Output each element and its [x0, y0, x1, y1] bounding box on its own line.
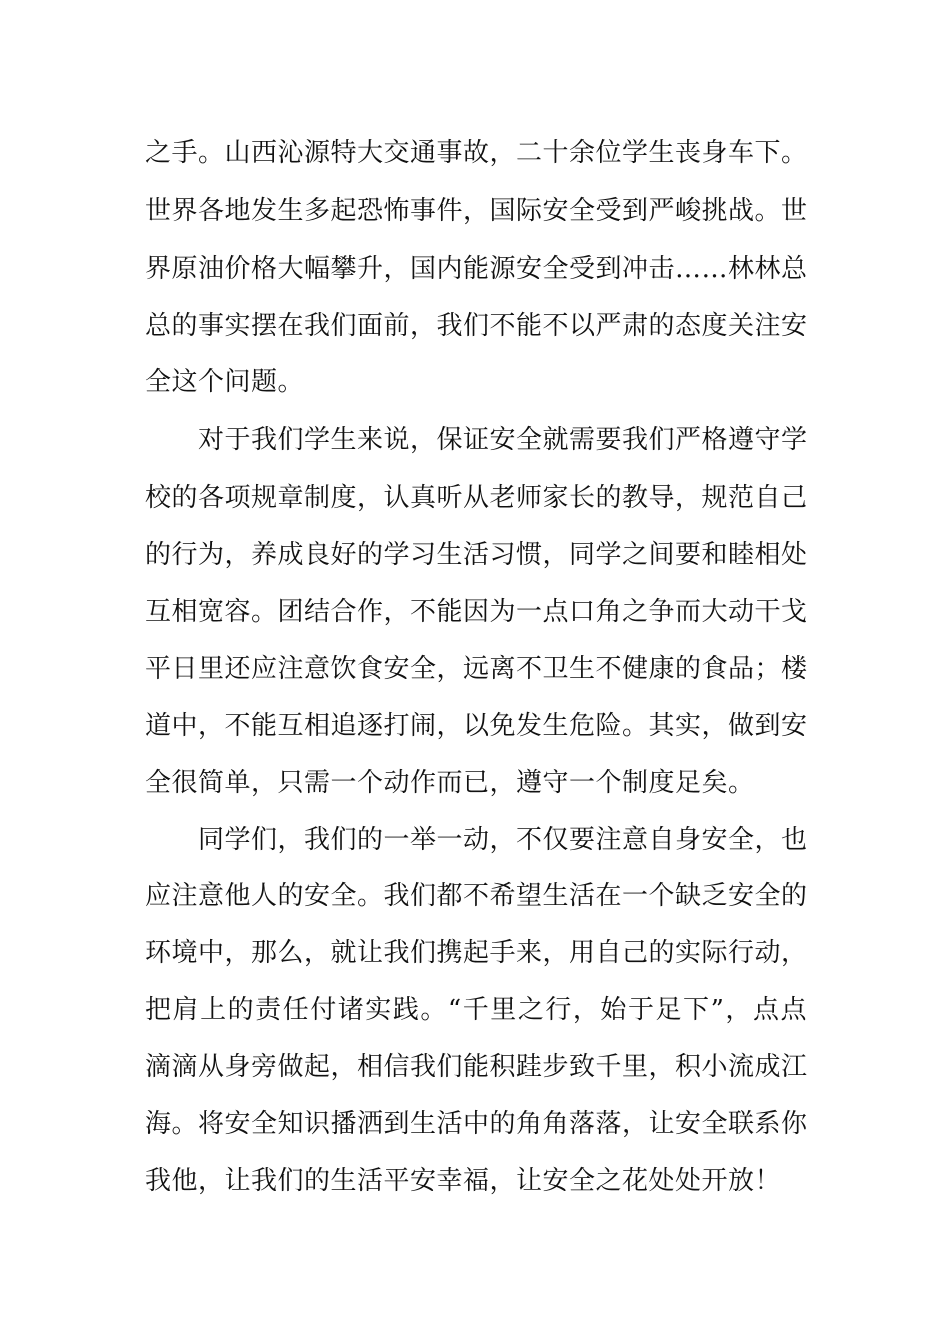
text-line: 环境中，那么，就让我们携起手来，用自己的实际行动， — [145, 938, 808, 968]
text-line: 全这个问题。 — [145, 367, 305, 397]
text-line: 的行为，养成良好的学习生活习惯，同学之间要和睦相处 — [145, 540, 808, 570]
text-line: 海。将安全知识播洒到生活中的角角落落，让安全联系你 — [145, 1109, 808, 1139]
text-line: 之手。山西沁源特大交通事故，二十余位学生丧身车下。 — [145, 138, 808, 168]
text-line: 总的事实摆在我们面前，我们不能不以严肃的态度关注安 — [145, 311, 808, 341]
text-line: 把肩上的责任付诸实践。“千里之行，始于足下”，点点 — [145, 995, 807, 1025]
text-line: 校的各项规章制度，认真听从老师家长的教导，规范自己 — [145, 483, 808, 513]
text-line: 道中，不能互相追逐打闹，以免发生危险。其实，做到安 — [145, 711, 808, 741]
text-line: 世界各地发生多起恐怖事件，国际安全受到严峻挑战。世 — [145, 196, 808, 226]
text-line: 我他，让我们的生活平安幸福，让安全之花处处开放！ — [145, 1166, 782, 1196]
text-line: 平日里还应注意饮食安全，远离不卫生不健康的食品；楼 — [145, 654, 808, 684]
text-line: 全很简单，只需一个动作而已，遵守一个制度足矣。 — [145, 768, 755, 798]
text-line: 滴滴从身旁做起，相信我们能积跬步致千里，积小流成江 — [145, 1052, 808, 1082]
paragraph-start-line: 对于我们学生来说，保证安全就需要我们严格遵守学 — [198, 425, 808, 455]
text-line: 互相宽容。团结合作，不能因为一点口角之争而大动干戈 — [145, 597, 808, 627]
text-line: 界原油价格大幅攀升，国内能源安全受到冲击……林林总 — [145, 254, 808, 284]
paragraph-start-line: 同学们，我们的一举一动，不仅要注意自身安全，也 — [198, 825, 808, 855]
text-line: 应注意他人的安全。我们都不希望生活在一个缺乏安全的 — [145, 881, 808, 911]
